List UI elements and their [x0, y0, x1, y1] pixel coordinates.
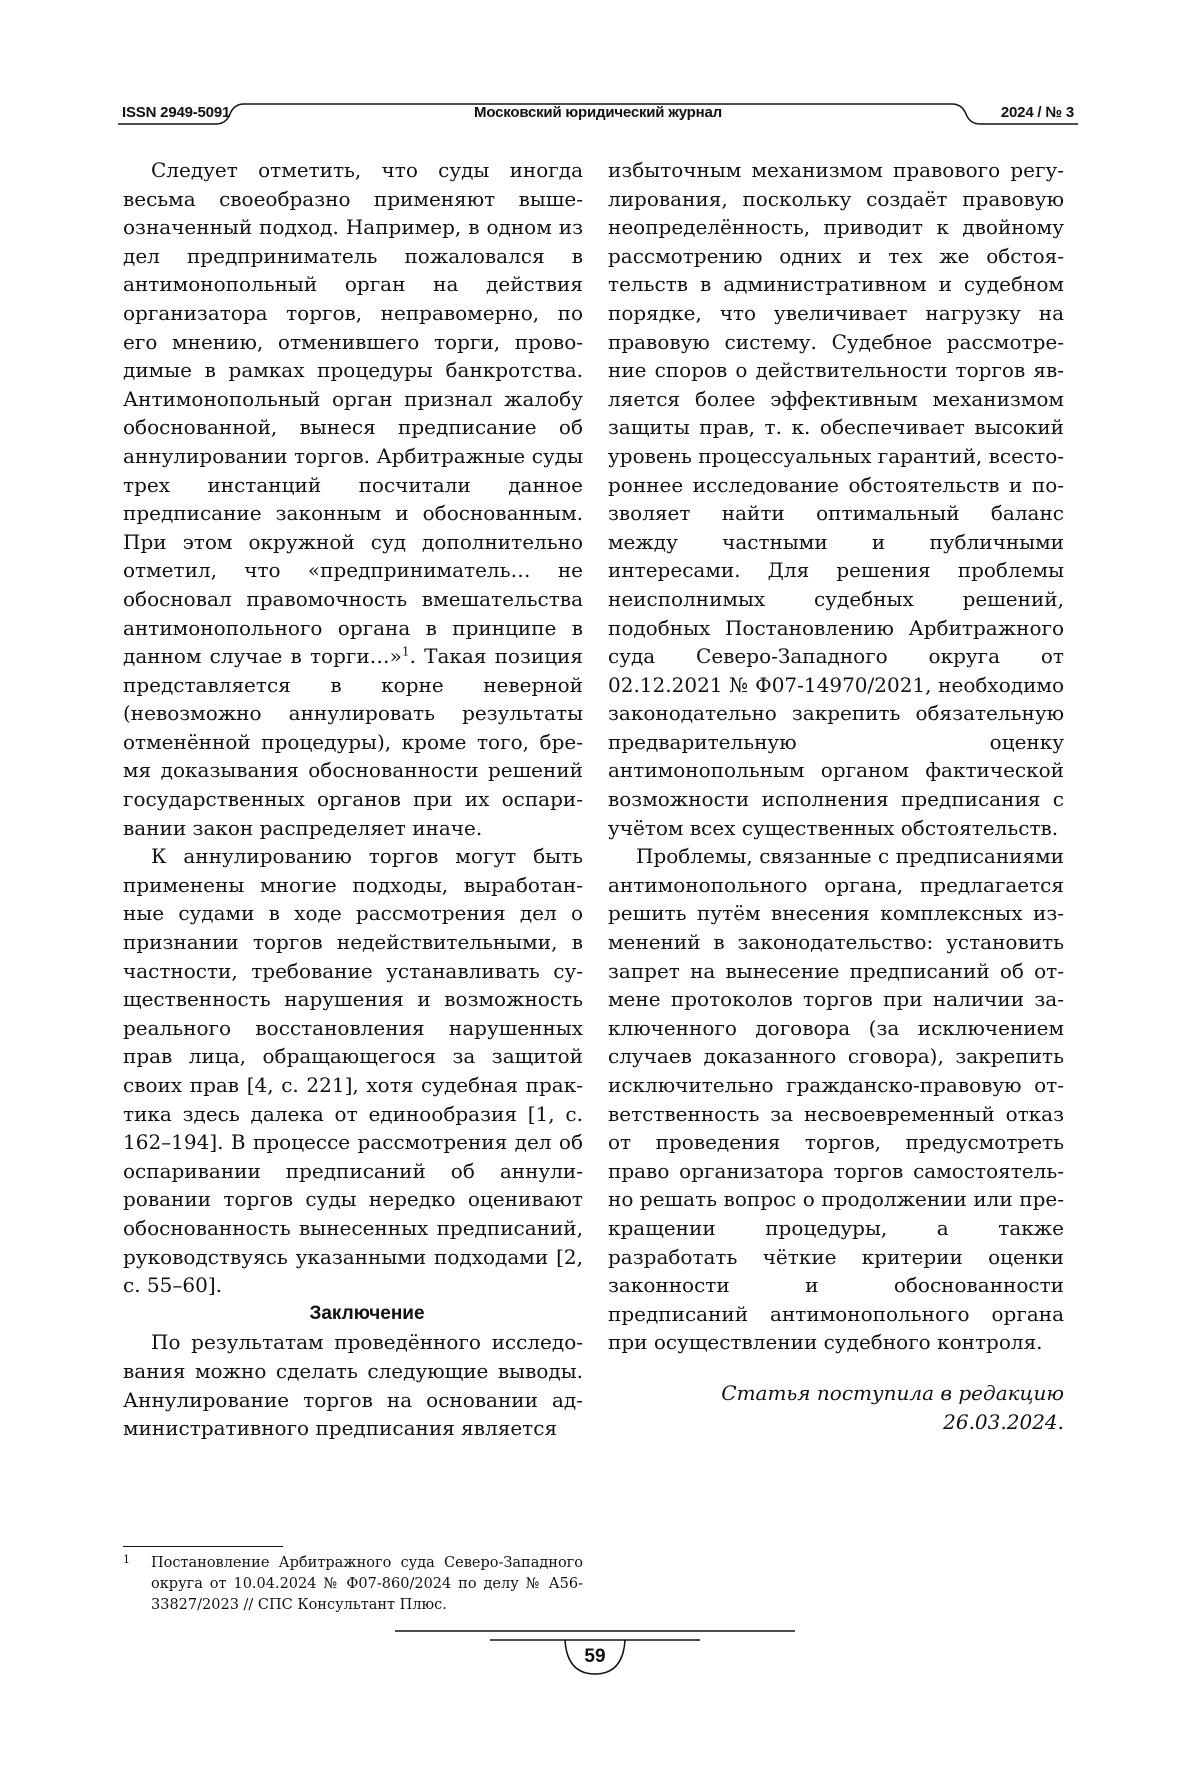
footnote-text: Постановление Арбитражного суда Северо-Западного округа от 10.04.2024 № Ф07-860/2024 по делу № А56-33827/2023 // СПС Консультант Плюс. [151, 1555, 583, 1613]
received-date-note: Статья поступила в редакцию 26.03.2024. [721, 1380, 1064, 1434]
footnote-number: 1 [123, 1553, 130, 1566]
section-title-conclusion: Заключение [309, 1302, 425, 1324]
footnote-reference[interactable]: 1 [401, 644, 410, 659]
footnote [123, 1553, 583, 1616]
issue-label: 2024 / № 3 [1000, 104, 1074, 121]
paragraph-left-1 [123, 156, 583, 842]
paragraph-left-3: По результатам проведённого исследования можно сделать следующие выводы. Аннулирование торгов на основании административного предписания является [123, 1330, 583, 1441]
issn-label: ISSN 2949-5091 [122, 104, 231, 121]
footnote-divider [123, 1546, 283, 1547]
journal-title: Московский юридический журнал [474, 104, 722, 121]
paragraph-right-2: Проблемы, связанные с предписаниями антимонопольного органа, предлагается решить путём внесения комплексных изменений в законодательство: установить запрет на вынесение предписаний об отмене протоколов торгов при наличии заключенного договора (за исключением случаев доказанного сговора), закрепить исключительно гражданско-правовую ответственность за несвоевременный отказ от проведения торгов, предусмотреть право организатора торгов самостоятельно решать вопрос о продолжении или прекращении процедуры, а также разработать чёткие критерии оценки законности и обоснованности предписаний антимонопольного органа при осуществлении судебного контроля. [608, 844, 1064, 1355]
paragraph-text: . Такая позиция представляется в корне неверной (невозможно аннулировать результаты отменённой процедуры), кроме того, бремя доказывания обоснованности решений государственных органов при их оспаривании закон распределяет иначе. [123, 644, 584, 840]
page-number: 59 [584, 1646, 606, 1667]
paragraph-text: Следует отметить, что суды иногда весьма своеобразно применяют вышеозначенный подход. Например, в одном из дел предприниматель пожаловался в антимонопольный орган на действия организатора торгов, неправомерно, по его мнению, отменившего торги, проводимые в рамках процедуры банкротства. Антимонопольный орган признал жалобу обоснованной, вынеся предписание об аннулировании торгов. Арбитражные суды трех инстанций посчитали данное предписание законным и обоснованным. При этом окружной суд дополнительно отметил, что «предприниматель… не обосновал правомочность вмешательства антимонопольного органа в принципе в данном случае в торги…» [123, 158, 583, 669]
paragraph-left-2: К аннулированию торгов могут быть применены многие подходы, выработанные судами в ходе рассмотрения дел о признании торгов недействительными, в частности, требование устанавливать существенность нарушения и возможность реального восстановления нарушенных прав лица, обращающегося за защитой своих прав [4, с. 221], хотя судебная практика здесь далека от единообразия [1, с. 162–194]. В процессе рассмотрения дел об оспаривании предписаний об аннулировании торгов суды нередко оценивают обоснованность вынесенных предписаний, руководствуясь указанными подходами [2, с. 55–60]. [123, 844, 583, 1298]
paragraph-right-1: избыточным механизмом правового регулирования, поскольку создаёт правовую неопределённость, приводит к двойному рассмотрению одних и тех же обстоятельств в административном и судебном порядке, что увеличивает нагрузку на правовую систему. Судебное рассмотрение споров о действительности торгов является более эффективным механизмом защиты прав, т. к. обеспечивает высокий уровень процессуальных гарантий, всестороннее исследование обстоятельств и позволяет найти оптимальный баланс между частными и публичными интересами. Для решения проблемы неисполнимых судебных решений, подобных Постановлению Арбитражного суда Северо-Западного округа от 02.12.2021 № Ф07-14970/2021, необходимо законодательно закрепить обязательную предварительную оценку антимонопольным органом фактической возможности исполнения предписания с учётом всех существенных обстоятельств. [608, 158, 1064, 840]
right-column [608, 156, 1064, 1436]
page-footer [395, 1628, 795, 1688]
running-header [118, 92, 1078, 138]
left-column [123, 156, 583, 1443]
